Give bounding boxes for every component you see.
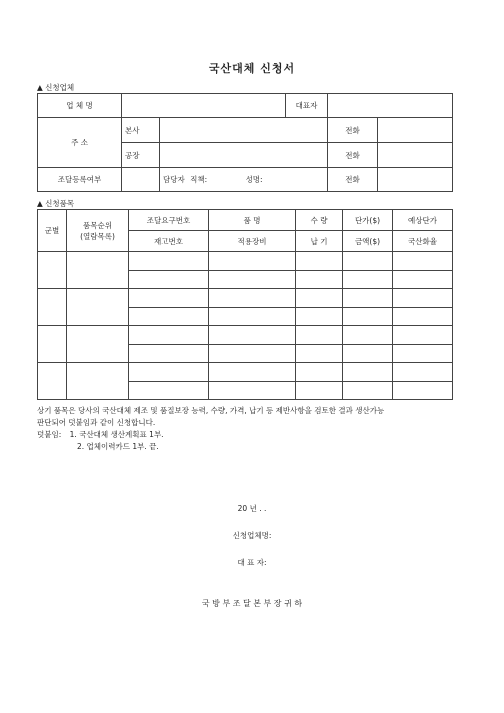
applicant-name-label: 신청업체명: (232, 531, 272, 540)
equipment-cell[interactable] (209, 271, 296, 289)
amount-cell[interactable] (343, 308, 393, 326)
equipment-cell[interactable] (209, 308, 296, 326)
expected-price-cell[interactable] (393, 363, 453, 382)
military-cell[interactable] (38, 363, 67, 400)
request-no-cell[interactable] (129, 326, 209, 345)
amount-cell[interactable] (343, 345, 393, 363)
header-military: 군별 (38, 210, 67, 252)
phone-label: 전화 (328, 118, 378, 143)
notes-line2: 판단되어 덧붙임과 같이 신청합니다. (37, 418, 156, 427)
company-name-label: 업 체 명 (38, 94, 122, 118)
equipment-cell[interactable] (209, 345, 296, 363)
item-name-cell[interactable] (209, 289, 296, 308)
name-label: 성명: (245, 175, 263, 184)
recipient-line: 국 방 부 조 달 본 부 장 귀 하 (201, 599, 303, 608)
procurement-reg-label: 조달등록여부 (38, 168, 122, 192)
header-request-no: 조달요구번호 (129, 210, 209, 231)
military-cell[interactable] (38, 289, 67, 326)
attach-label: 덧붙임: (37, 430, 62, 439)
domestic-rate-cell[interactable] (393, 345, 453, 363)
notes (37, 405, 384, 453)
item-row (38, 326, 453, 345)
header-unit-price: 단가($) (343, 210, 393, 231)
company-info-table (37, 93, 453, 192)
document-title: 국산대체 신청서 (208, 62, 296, 75)
representative-sign-label: 대 표 자: (237, 558, 267, 567)
items-table (37, 209, 453, 400)
domestic-rate-cell[interactable] (393, 271, 453, 289)
position-label: 직책: (190, 175, 208, 184)
delivery-cell[interactable] (296, 271, 343, 289)
phone-label: 전화 (328, 143, 378, 168)
notes-line1: 상기 품목은 당사의 국산대체 제조 및 품질보장 능력, 수량, 가격, 납기 등 제반사항을 검토한 결과 생산가능 (37, 406, 385, 415)
items-section-header: ▲ 신청품목 (37, 199, 75, 208)
representative-label: 대표자 (286, 94, 328, 118)
stock-no-cell[interactable] (129, 345, 209, 363)
company-name-field[interactable] (122, 94, 286, 118)
address-label: 주 소 (38, 118, 122, 168)
company-section-header: ▲ 신청업체 (37, 83, 75, 92)
military-cell[interactable] (38, 326, 67, 363)
request-no-cell[interactable] (129, 289, 209, 308)
representative-field[interactable] (328, 94, 453, 118)
head-office-phone-field[interactable] (378, 118, 453, 143)
manager-label: 담당자 (163, 175, 185, 184)
factory-phone-field[interactable] (378, 143, 453, 168)
item-row (38, 289, 453, 308)
unit-price-cell[interactable] (343, 252, 393, 271)
item-rows (38, 252, 453, 400)
expected-price-cell[interactable] (393, 326, 453, 345)
factory-label: 공장 (122, 143, 160, 168)
attach-item-2: 2. 업체이력카드 1부. 끝. (77, 442, 159, 451)
amount-cell[interactable] (343, 271, 393, 289)
attachment-line1 (37, 429, 384, 441)
stock-no-cell[interactable] (129, 271, 209, 289)
header-stock-no: 재고번호 (129, 231, 209, 252)
priority-cell[interactable] (67, 289, 129, 326)
unit-price-cell[interactable] (343, 363, 393, 382)
date-line: 20 년 . . (237, 504, 267, 513)
attach-item-1: 1. 국산대체 생산계획표 1부. (69, 430, 164, 439)
item-name-cell[interactable] (209, 326, 296, 345)
military-cell[interactable] (38, 252, 67, 289)
priority-cell[interactable] (67, 252, 129, 289)
header-item-name: 품 명 (209, 210, 296, 231)
manager-row (160, 168, 328, 192)
request-no-cell[interactable] (129, 363, 209, 382)
header-expected-price: 예상단가 (393, 210, 453, 231)
header-priority-label: 품목순위 (83, 220, 112, 230)
header-priority-sub: (열람목록) (80, 231, 115, 241)
item-row (38, 252, 453, 271)
unit-price-cell[interactable] (343, 326, 393, 345)
equipment-cell[interactable] (209, 382, 296, 400)
stock-no-cell[interactable] (129, 308, 209, 326)
header-quantity: 수 량 (296, 210, 343, 231)
delivery-cell[interactable] (296, 345, 343, 363)
item-name-cell[interactable] (209, 363, 296, 382)
header-priority (67, 210, 129, 252)
header-amount: 금액($) (343, 231, 393, 252)
header-delivery: 납 기 (296, 231, 343, 252)
delivery-cell[interactable] (296, 382, 343, 400)
manager-phone-field[interactable] (378, 168, 453, 192)
phone-label: 전화 (328, 168, 378, 192)
header-domestic-rate: 국산화율 (393, 231, 453, 252)
quantity-cell[interactable] (296, 252, 343, 271)
priority-cell[interactable] (67, 326, 129, 363)
priority-cell[interactable] (67, 363, 129, 400)
quantity-cell[interactable] (296, 363, 343, 382)
expected-price-cell[interactable] (393, 289, 453, 308)
domestic-rate-cell[interactable] (393, 308, 453, 326)
quantity-cell[interactable] (296, 289, 343, 308)
head-office-label: 본사 (122, 118, 160, 143)
procurement-reg-field[interactable] (122, 168, 160, 192)
item-name-cell[interactable] (209, 252, 296, 271)
stock-no-cell[interactable] (129, 382, 209, 400)
header-applicable-equipment: 적용장비 (209, 231, 296, 252)
delivery-cell[interactable] (296, 308, 343, 326)
request-no-cell[interactable] (129, 252, 209, 271)
unit-price-cell[interactable] (343, 289, 393, 308)
head-office-address-field[interactable] (160, 118, 328, 143)
amount-cell[interactable] (343, 382, 393, 400)
domestic-rate-cell[interactable] (393, 382, 453, 400)
factory-address-field[interactable] (160, 143, 328, 168)
item-row (38, 363, 453, 382)
quantity-cell[interactable] (296, 326, 343, 345)
expected-price-cell[interactable] (393, 252, 453, 271)
